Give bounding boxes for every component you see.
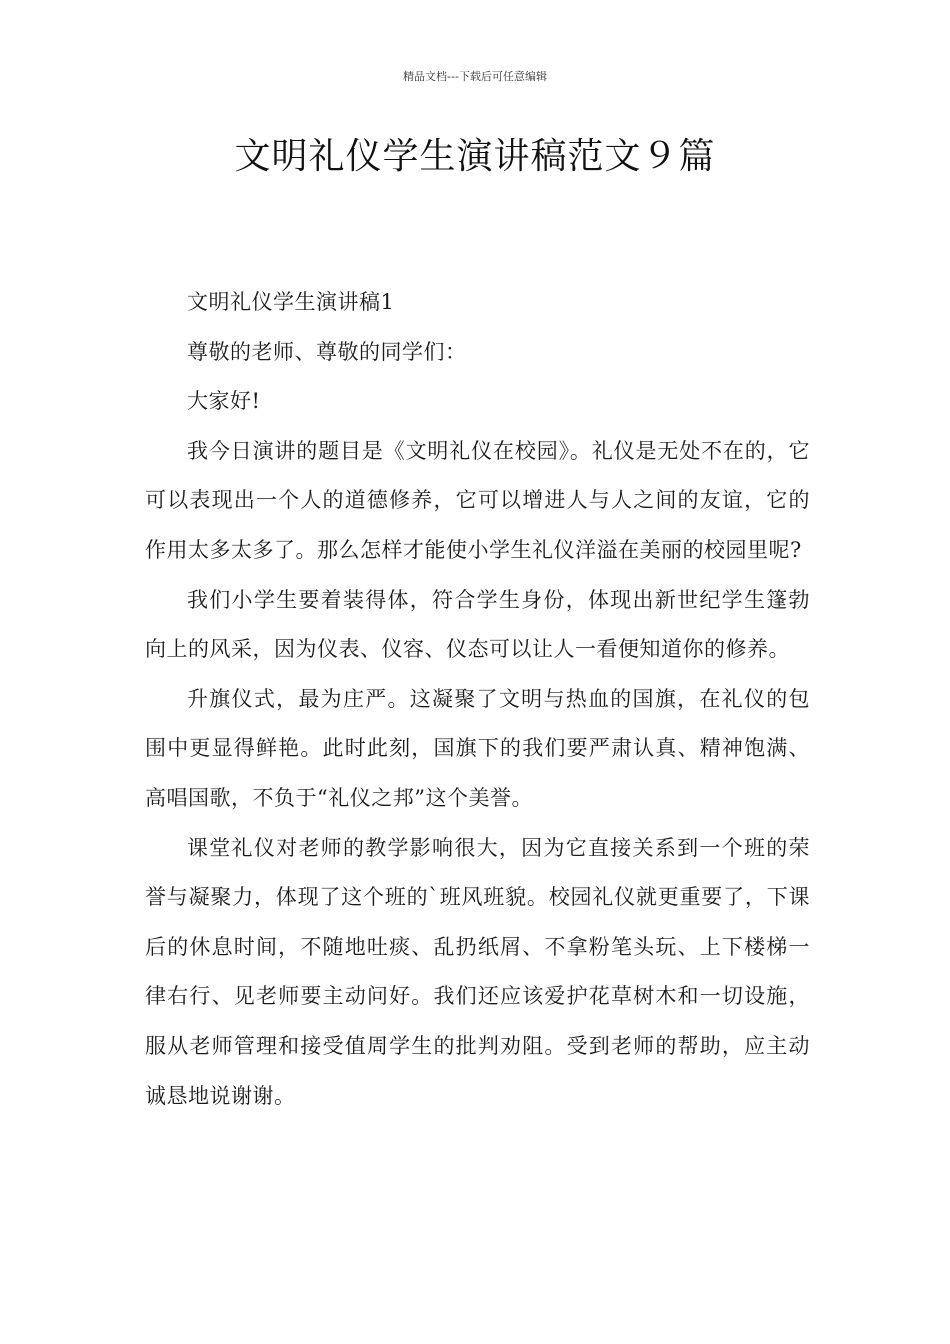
header-note: 精品文档---下载后可任意编辑 [403,70,547,83]
paragraph: 课堂礼仪对老师的教学影响很大，因为它直接关系到一个班的荣誉与凝聚力，体现了这个班的`班风班貌。校园礼仪就更重要了，下课后的休息时间，不随地吐痰、乱扔纸屑、不拿粉笔头玩、上下楼梯一律右行、见老师要主动问好。我们还应该爱护花草树木和一切设施，服从老师管理和接受值周学生的批判劝阻。受到老师的帮助，应主动诚恳地说谢谢。 [145,835,810,1108]
paragraph-salutation: 尊敬的老师、尊敬的同学们： [187,339,467,364]
document-title: 文明礼仪学生演讲稿范文９篇 [234,136,716,177]
paragraph: 我今日演讲的题目是《文明礼仪在校园》。礼仪是无处不在的，它可以表现出一个人的道德修养，它可以增进人与人之间的友谊，它的作用太多太多了。那么怎样才能使小学生礼仪洋溢在美丽的校园里呢? [145,438,810,562]
paragraph-subtitle: 文明礼仪学生演讲稿1 [187,290,395,314]
paragraph: 升旗仪式，最为庄严。这凝聚了文明与热血的国旗，在礼仪的包围中更显得鲜艳。此时此刻，国旗下的我们要严肃认真、精神饱满、高唱国歌，不负于“礼仪之邦”这个美誉。 [145,686,810,810]
paragraph: 我们小学生要着装得体，符合学生身份，体现出新世纪学生篷勃向上的风采，因为仪表、仪容、仪态可以让人一看便知道你的修养。 [145,587,810,662]
document-body [145,278,810,1121]
paragraph-greeting: 大家好! [187,389,261,414]
